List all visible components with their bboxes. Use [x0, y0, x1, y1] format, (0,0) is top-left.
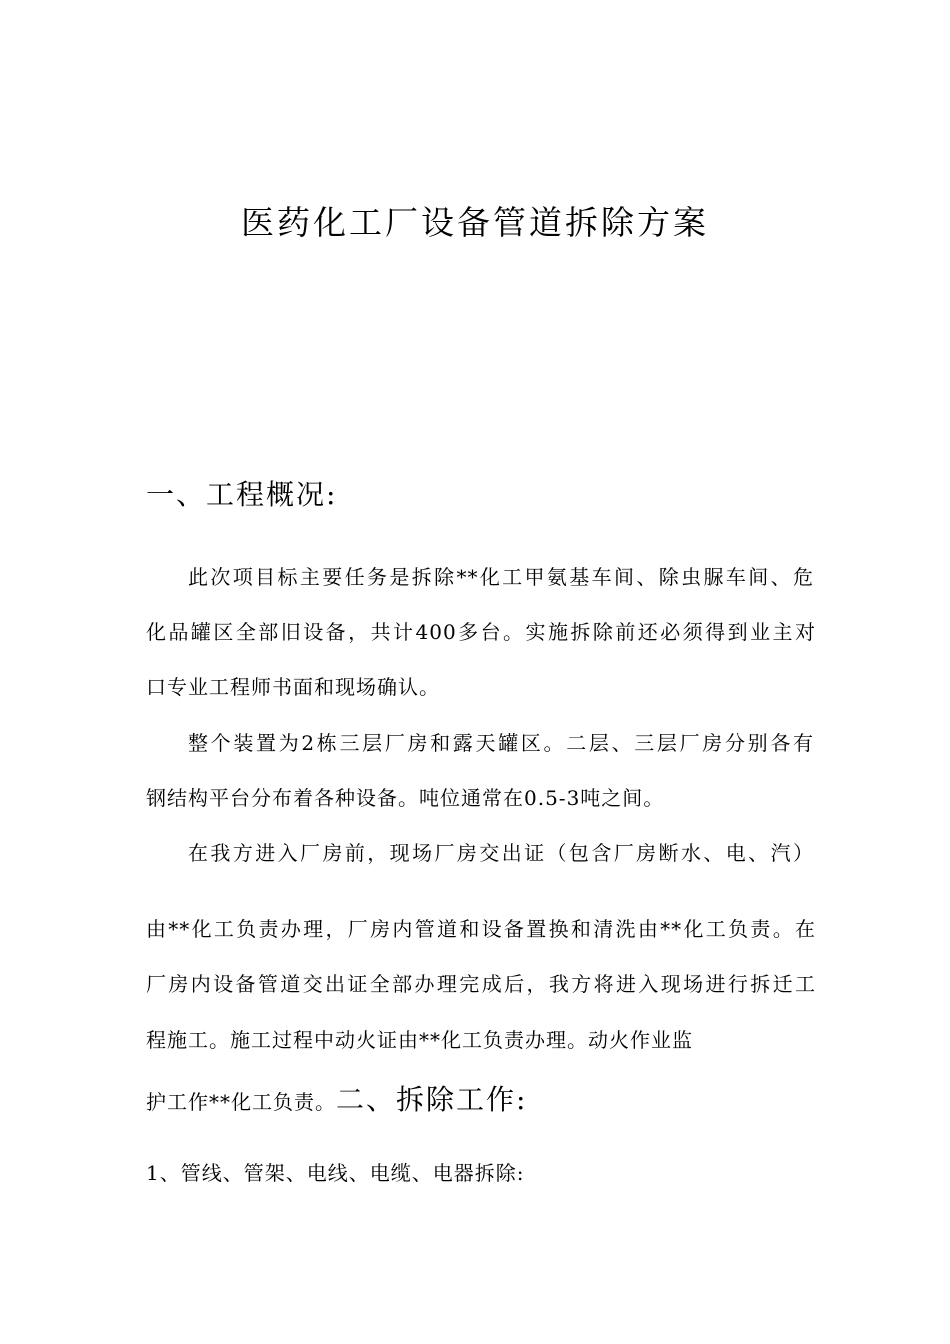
- section-heading-overview: 一、工程概况:: [146, 478, 338, 511]
- paragraph-line-with-heading: [146, 1085, 527, 1117]
- paragraph-line: 厂房内设备管道交出证全部办理完成后，我方将进入现场进行拆迁工: [146, 972, 816, 996]
- paragraph-line: 此次项目标主要任务是拆除**化工甲氨基车间、除虫脲车间、危: [188, 565, 814, 589]
- paragraph-line-end: 护工作**化工负责。: [146, 1090, 336, 1114]
- paragraph-line: 化品罐区全部旧设备，共计400多台。实施拆除前还必须得到业主对: [146, 620, 816, 644]
- list-item-heading: 1、管线、管架、电线、电缆、电器拆除:: [146, 1161, 525, 1185]
- paragraph-line: 在我方进入厂房前，现场厂房交出证（包含厂房断水、电、汽）: [188, 841, 814, 865]
- paragraph-line: 由**化工负责办理，厂房内管道和设备置换和清洗由**化工负责。在: [146, 917, 816, 941]
- paragraph-line: 钢结构平台分布着各种设备。吨位通常在0.5-3吨之间。: [146, 786, 665, 810]
- paragraph-line: 程施工。施工过程中动火证由**化工负责办理。动火作业监: [146, 1028, 693, 1052]
- section-heading-demolition: 二、拆除工作:: [336, 1083, 528, 1116]
- paragraph-line: 口专业工程师书面和现场确认。: [146, 675, 440, 699]
- document-title: 医药化工厂设备管道拆除方案: [241, 203, 709, 242]
- paragraph-line: 整个装置为2栋三层厂房和露天罐区。二层、三层厂房分别各有: [188, 731, 814, 755]
